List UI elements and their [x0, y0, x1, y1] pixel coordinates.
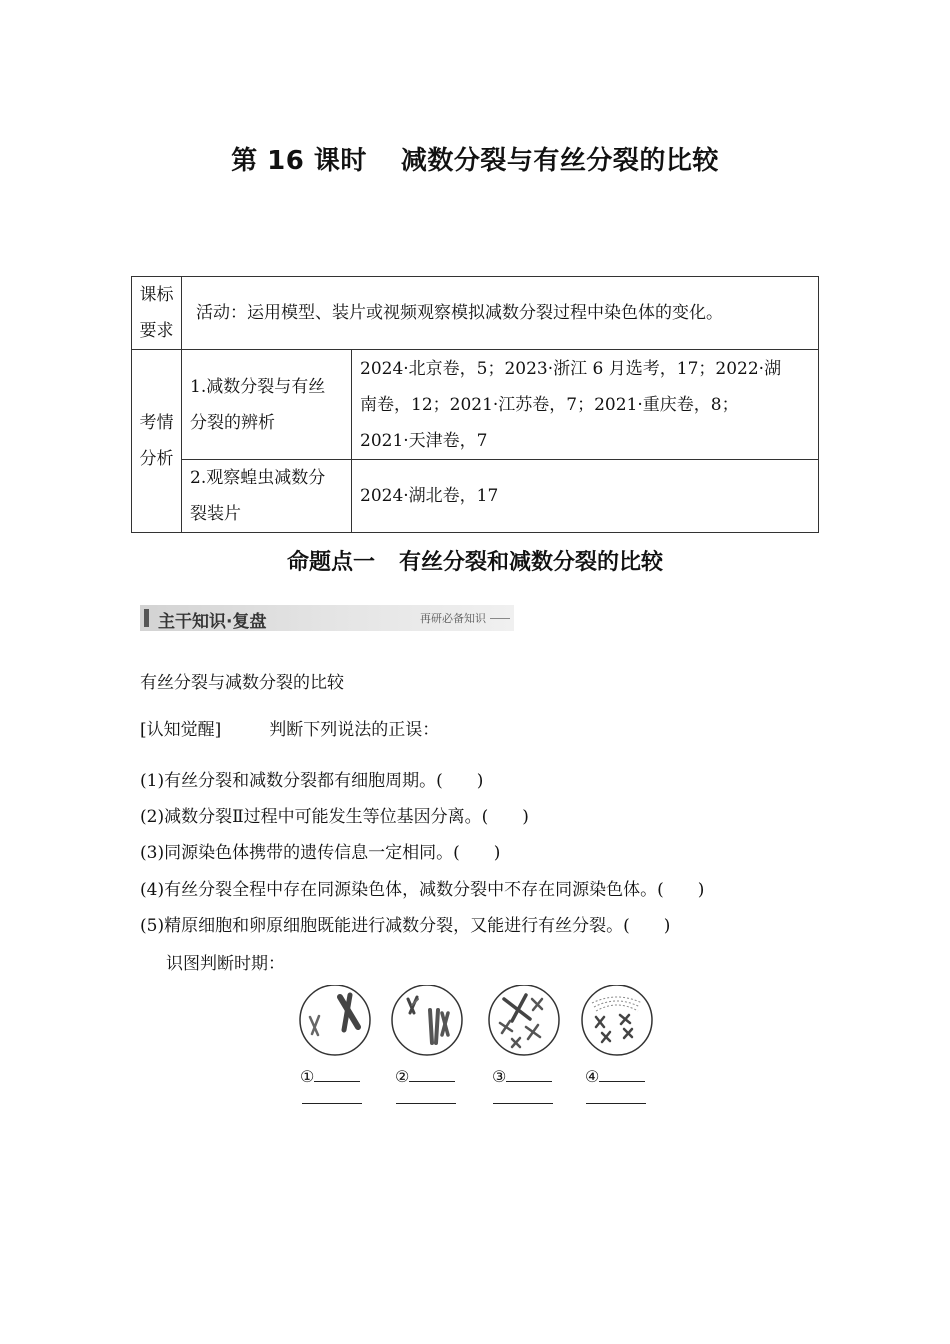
curriculum-table: [131, 276, 819, 533]
answer-blank-2a[interactable]: [409, 1067, 455, 1082]
figure-label-3: ③: [492, 1067, 552, 1086]
question-5: (5)精原细胞和卵原细胞既能进行减数分裂，又能进行有丝分裂。( ): [140, 916, 671, 936]
figure-label-2: ②: [395, 1067, 455, 1086]
answer-blank-2b[interactable]: [396, 1103, 456, 1104]
answer-blank-3b[interactable]: [493, 1103, 553, 1104]
analysis-topic-2: 2.观察蝗虫减数分 裂装片: [182, 460, 352, 533]
question-3: (3)同源染色体携带的遗传信息一定相同。( ): [140, 843, 501, 863]
question-4: (4)有丝分裂全程中存在同源染色体，减数分裂中不存在同源染色体。( ): [140, 880, 705, 900]
page-title: [0, 140, 950, 177]
req-text: 活动：运用模型、装片或视频观察模拟减数分裂过程中染色体的变化。: [182, 277, 819, 350]
answer-blank-1b[interactable]: [302, 1103, 362, 1104]
lesson-topic: 减数分裂与有丝分裂的比较: [400, 146, 719, 176]
cell-1-diagram: [300, 985, 370, 1055]
intro-text: 有丝分裂与减数分裂的比较: [140, 673, 344, 693]
banner-bar: [144, 609, 149, 627]
task-text: 判断下列说法的正误：: [269, 720, 440, 740]
analysis-exams-2: 2024·湖北卷，17: [352, 460, 819, 533]
cell-figures: [290, 985, 670, 1065]
answer-blank-4a[interactable]: [599, 1067, 645, 1082]
banner-label: 主干知识·复盘: [158, 612, 267, 632]
figure-prompt: 识图判断时期：: [166, 954, 285, 974]
task-tag: [认知觉醒]: [140, 720, 222, 740]
cell-2-diagram: [392, 985, 462, 1055]
analysis-header: 考情 分析: [132, 350, 182, 533]
analysis-exams-1: 2024·北京卷，5；2023·浙江 6 月选考，17；2022·湖 南卷，12；2021·江苏卷，7；2021·重庆卷，8； 2021·天津卷，7: [352, 350, 819, 460]
analysis-topic-1: 1.减数分裂与有丝 分裂的辨析: [182, 350, 352, 460]
answer-blank-1a[interactable]: [314, 1067, 360, 1082]
question-1: (1)有丝分裂和减数分裂都有细胞周期。( ): [140, 771, 484, 791]
answer-blank-4b[interactable]: [586, 1103, 646, 1104]
section-title: 命题点一 有丝分裂和减数分裂的比较: [286, 550, 664, 575]
lesson-number: 第 16 课时: [231, 146, 367, 176]
cell-3-diagram: [489, 985, 559, 1055]
banner-tail-line: [490, 618, 510, 619]
figure-label-4: ④: [585, 1067, 645, 1086]
req-header: 课标 要求: [132, 277, 182, 350]
banner-subtitle: 再研必备知识: [420, 612, 486, 625]
answer-blank-3a[interactable]: [506, 1067, 552, 1082]
question-2: (2)减数分裂Ⅱ过程中可能发生等位基因分离。( ): [140, 807, 529, 827]
cell-4-diagram: [582, 985, 652, 1055]
section-banner: [140, 605, 514, 631]
task-line: [140, 715, 439, 740]
figure-label-1: ①: [300, 1067, 360, 1086]
